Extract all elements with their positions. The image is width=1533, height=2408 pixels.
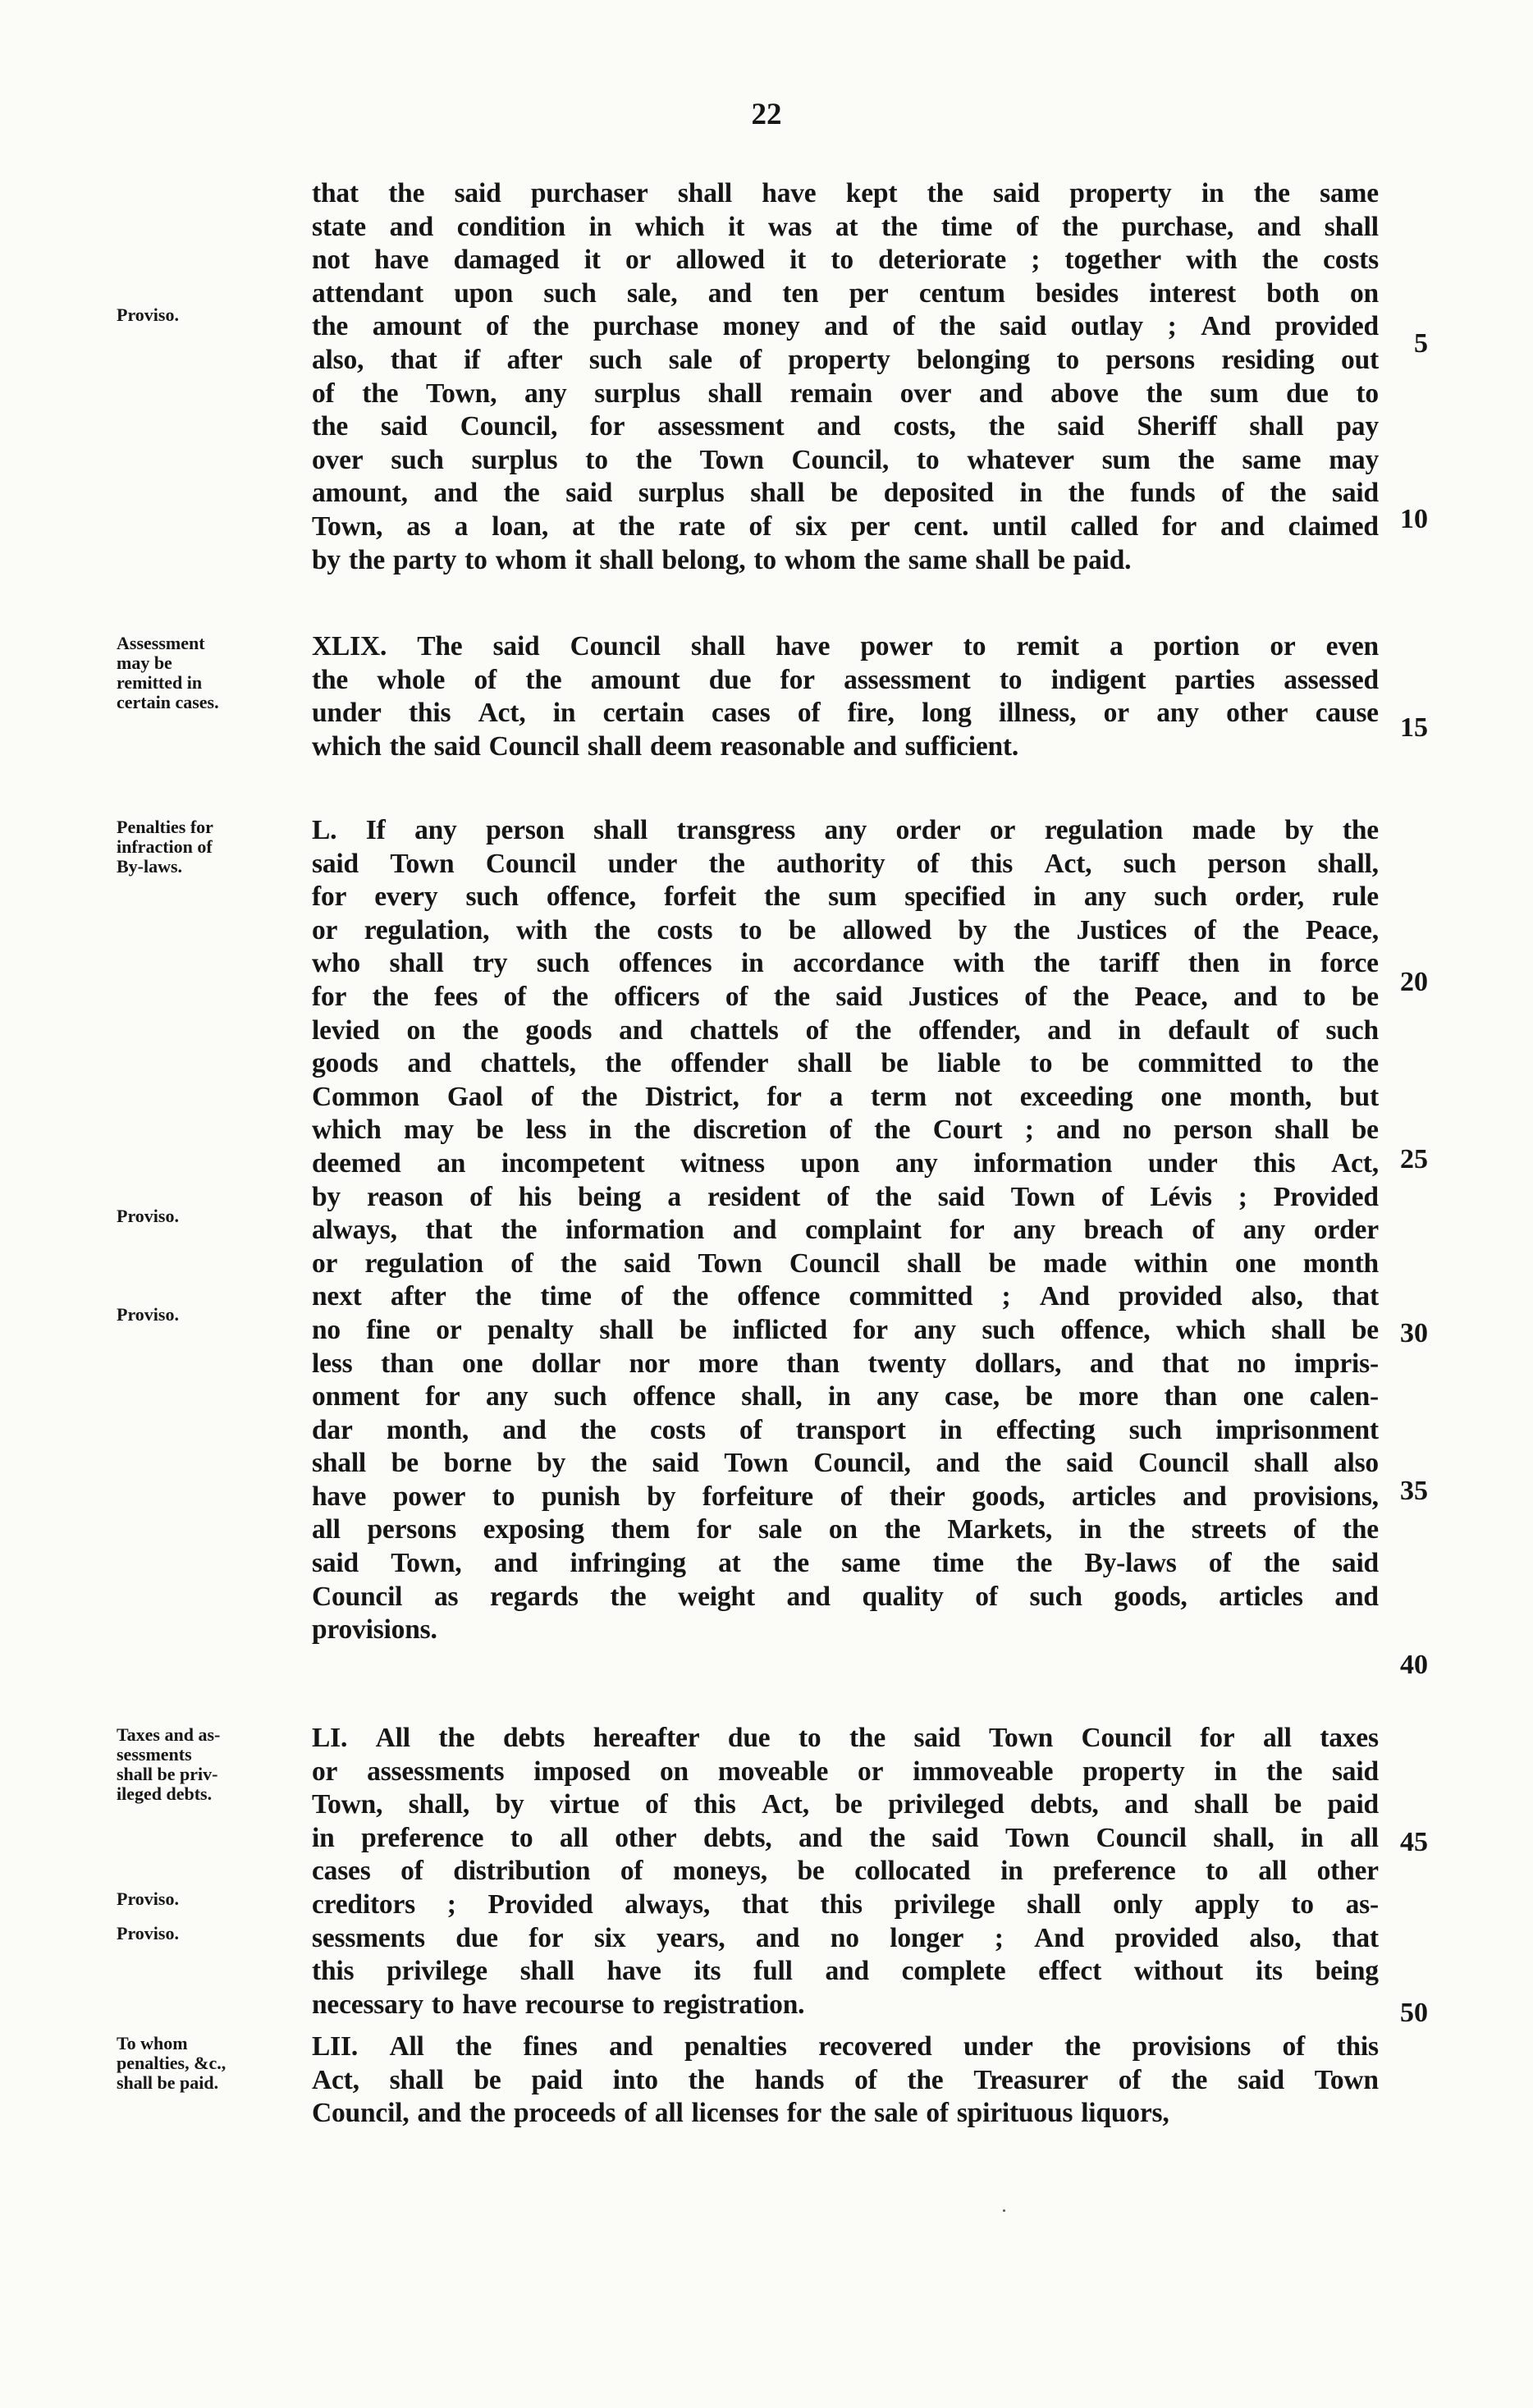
margin-note-assessment-remitted <box>117 634 305 712</box>
line-number: 30 <box>1400 1318 1428 1348</box>
text-line: or assessments imposed on moveable or immoveable property in the said <box>312 1756 1379 1787</box>
paragraph-section-lii <box>312 2030 1379 2131</box>
margin-note-line: Penalties for <box>117 817 213 837</box>
text-line: which the said Council shall deem reasonable and sufficient. <box>312 730 1019 762</box>
text-line: always, that the information and complaint for any breach of any order <box>312 1215 1379 1246</box>
text-line: the whole of the amount due for assessment to indigent parties assessed <box>312 664 1379 695</box>
text-line: attendant upon such sale, and ten per centum besides interest both on <box>312 277 1379 309</box>
text-line: no fine or penalty shall be inflicted for any such offence, which shall be <box>312 1314 1379 1345</box>
text-line: Council, and the proceeds of all licenses for the sale of spirituous liquors, <box>312 2098 1169 2129</box>
text-line: said Town Council under the authority of this Act, such person shall, <box>312 848 1379 879</box>
margin-note-line: sessments <box>117 1744 192 1765</box>
text-line: necessary to have recourse to registration. <box>312 1989 805 2020</box>
margin-note-proviso-5 <box>117 1924 305 1943</box>
text-line: have power to punish by forfeiture of their goods, articles and provisions, <box>312 1481 1379 1512</box>
line-number: 40 <box>1400 1650 1428 1680</box>
text-line: which may be less in the discretion of the Court ; and no person shall be <box>312 1115 1379 1146</box>
line-number: 25 <box>1400 1144 1428 1174</box>
text-line: in preference to all other debts, and the said Town Council shall, in all <box>312 1822 1379 1853</box>
page-number: 22 <box>751 98 782 131</box>
margin-note-line: Proviso. <box>117 1206 179 1226</box>
paragraph-intro <box>312 177 1379 577</box>
text-line: sessments due for six years, and no longer ; And provided also, that <box>312 1922 1379 1953</box>
margin-note-line: Proviso. <box>117 1923 179 1943</box>
margin-note-line: may be <box>117 652 172 673</box>
paragraph-section-xlix <box>312 630 1379 763</box>
text-line: Common Gaol of the District, for a term not exceeding one month, but <box>312 1081 1379 1112</box>
text-line: also, that if after such sale of property belonging to persons residing out <box>312 344 1379 375</box>
text-line: goods and chattels, the offender shall be liable to be committed to the <box>312 1048 1379 1079</box>
margin-note-line: Proviso. <box>117 304 179 325</box>
line-number: 10 <box>1400 504 1428 534</box>
text-line: the amount of the purchase money and of the said outlay ; And provided <box>312 311 1379 342</box>
margin-note-to-whom-penalties <box>117 2034 305 2093</box>
text-line: Town, as a loan, at the rate of six per cent. until called for and claimed <box>312 510 1379 542</box>
margin-note-proviso-3 <box>117 1305 305 1325</box>
text-line: Council as regards the weight and quality of such goods, articles and <box>312 1581 1379 1612</box>
line-number: 50 <box>1400 1998 1428 2028</box>
text-line: provisions. <box>312 1614 437 1646</box>
margin-note-line: remitted in <box>117 672 203 693</box>
text-line: dar month, and the costs of transport in effecting such imprisonment <box>312 1414 1379 1445</box>
line-number: 15 <box>1400 712 1428 743</box>
text-line: next after the time of the offence committed ; And provided also, that <box>312 1281 1379 1312</box>
text-line: Town, shall, by virtue of this Act, be privileged debts, and shall be paid <box>312 1789 1379 1820</box>
margin-note-line: Assessment <box>117 633 205 653</box>
text-line: or regulation of the said Town Council shall be made within one month <box>312 1247 1379 1279</box>
text-line: Act, shall be paid into the hands of the Treasurer of the said Town <box>312 2064 1379 2095</box>
text-line: amount, and the said surplus shall be deposited in the funds of the said <box>312 478 1379 509</box>
line-number: 5 <box>1414 328 1428 359</box>
margin-note-line: shall be paid. <box>117 2072 219 2093</box>
line-number: 20 <box>1400 967 1428 997</box>
margin-note-line: Taxes and as- <box>117 1724 221 1745</box>
margin-note-line: Proviso. <box>117 1304 179 1325</box>
text-line: shall be borne by the said Town Council, and the said Council shall also <box>312 1448 1379 1479</box>
text-line: XLIX. The said Council shall have power to remit a portion or even <box>312 631 1379 662</box>
margin-note-line: Proviso. <box>117 1888 179 1909</box>
paragraph-section-li <box>312 1722 1379 2021</box>
margin-note-line: ileged debts. <box>117 1783 213 1804</box>
text-line: levied on the goods and chattels of the offender, and in default of such <box>312 1014 1379 1046</box>
margin-note-line: To whom <box>117 2033 188 2053</box>
text-line: less than one dollar nor more than twenty dollars, and that no impris- <box>312 1348 1379 1379</box>
margin-note-line: infraction of <box>117 836 213 857</box>
text-line: for every such offence, forfeit the sum specified in any such order, rule <box>312 881 1379 913</box>
text-line: LII. All the fines and penalties recovered under the provisions of this <box>312 2031 1379 2062</box>
text-line: onment for any such offence shall, in any case, be more than one calen- <box>312 1381 1379 1412</box>
text-line: under this Act, in certain cases of fire, long illness, or any other cause <box>312 698 1379 729</box>
margin-note-proviso-4 <box>117 1889 305 1909</box>
text-line: LI. All the debts hereafter due to the said Town Council for all taxes <box>312 1723 1379 1753</box>
text-line: that the said purchaser shall have kept the said property in the same <box>312 178 1379 208</box>
text-line: or regulation, with the costs to be allowed by the Justices of the Peace, <box>312 914 1379 945</box>
margin-note-line: certain cases. <box>117 692 219 712</box>
text-line: for the fees of the officers of the said Justices of the Peace, and to be <box>312 981 1379 1012</box>
text-line: of the Town, any surplus shall remain over and above the sum due to <box>312 378 1379 409</box>
line-number: 45 <box>1400 1827 1428 1857</box>
margin-note-taxes-privileged <box>117 1725 305 1804</box>
margin-note-penalties-bylaws <box>117 817 305 877</box>
text-line: the said Council, for assessment and costs, the said Sheriff shall pay <box>312 411 1379 442</box>
text-line: by reason of his being a resident of the said Town of Lévis ; Provided <box>312 1181 1379 1212</box>
print-speck <box>1003 2209 1005 2212</box>
line-number: 35 <box>1400 1476 1428 1506</box>
text-line: said Town, and infringing at the same time the By-laws of the said <box>312 1548 1379 1579</box>
margin-note-line: penalties, &c., <box>117 2053 227 2073</box>
text-line: who shall try such offences in accordance with the tariff then in force <box>312 948 1379 979</box>
text-line: creditors ; Provided always, that this privilege shall only apply to as- <box>312 1888 1379 1920</box>
text-line: state and condition in which it was at the time of the purchase, and shall <box>312 211 1379 242</box>
text-line: by the party to whom it shall belong, to whom the same shall be paid. <box>312 544 1132 575</box>
margin-note-line: By-laws. <box>117 856 183 877</box>
text-line: deemed an incompetent witness upon any information under this Act, <box>312 1147 1379 1179</box>
text-line: not have damaged it or allowed it to deteriorate ; together with the costs <box>312 245 1379 276</box>
margin-note-proviso-2 <box>117 1206 305 1226</box>
text-line: this privilege shall have its full and complete effect without its being <box>312 1956 1379 1987</box>
text-line: all persons exposing them for sale on the Markets, in the streets of the <box>312 1514 1379 1545</box>
margin-note-line: shall be priv- <box>117 1764 218 1784</box>
text-line: cases of distribution of moneys, be collocated in preference to all other <box>312 1856 1379 1887</box>
margin-note-proviso-1 <box>117 305 305 325</box>
text-line: over such surplus to the Town Council, to whatever sum the same may <box>312 444 1379 475</box>
text-line: L. If any person shall transgress any order or regulation made by the <box>312 815 1379 845</box>
paragraph-section-l <box>312 814 1379 1647</box>
